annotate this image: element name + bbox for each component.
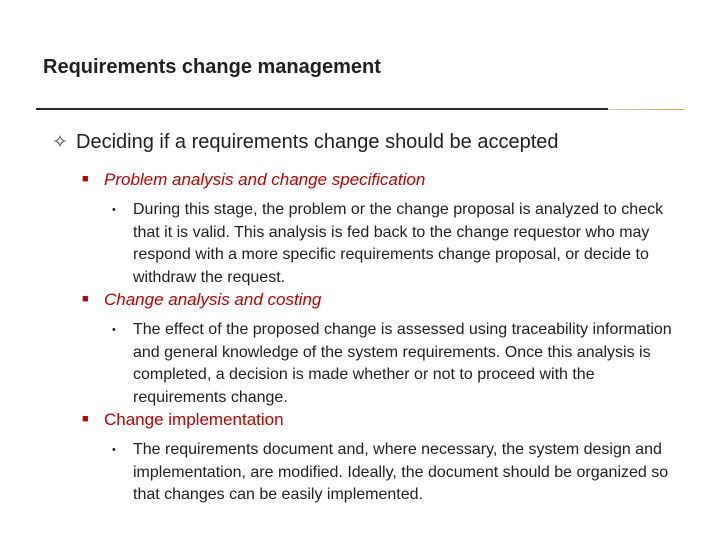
section-detail-text: The effect of the proposed change is assessed using traceability information and general knowledge of the system requirements. Once this analysis is completed, a decision is made whether or not to proceed with the requirements change. (133, 321, 672, 406)
section-heading-text: Problem analysis and change specification (104, 170, 426, 189)
dot-bullet-icon: • (112, 204, 116, 216)
dot-bullet-icon: • (112, 324, 116, 336)
section-heading-change-analysis (82, 290, 321, 310)
slide-title: Requirements change management (43, 56, 381, 78)
square-bullet-icon: ■ (82, 173, 89, 185)
main-bullet-text: Deciding if a requirements change should be accepted (76, 131, 559, 153)
section-heading-text: Change analysis and costing (104, 290, 322, 309)
square-bullet-icon: ■ (82, 293, 89, 305)
dot-bullet-icon: • (112, 444, 116, 456)
section-heading-text: Change implementation (104, 410, 284, 429)
section-detail-change-analysis (112, 319, 682, 409)
main-bullet (52, 131, 559, 154)
four-point-star-bullet-icon: ✧ (52, 132, 68, 153)
square-bullet-icon: ■ (82, 413, 89, 425)
section-heading-change-implementation (82, 410, 284, 430)
section-detail-change-implementation (112, 439, 682, 507)
section-detail-text: During this stage, the problem or the change proposal is analyzed to check that it is valid. This analysis is fed back to the change requestor who may respond with a more specific requirements change proposal, or decide to withdraw the request. (133, 201, 664, 286)
section-heading-problem-analysis (82, 170, 425, 190)
section-detail-text: The requirements document and, where necessary, the system design and implementation, are modified. Ideally, the document should be organized so that changes can be easily implemented. (133, 441, 669, 503)
section-detail-problem-analysis (112, 199, 682, 289)
